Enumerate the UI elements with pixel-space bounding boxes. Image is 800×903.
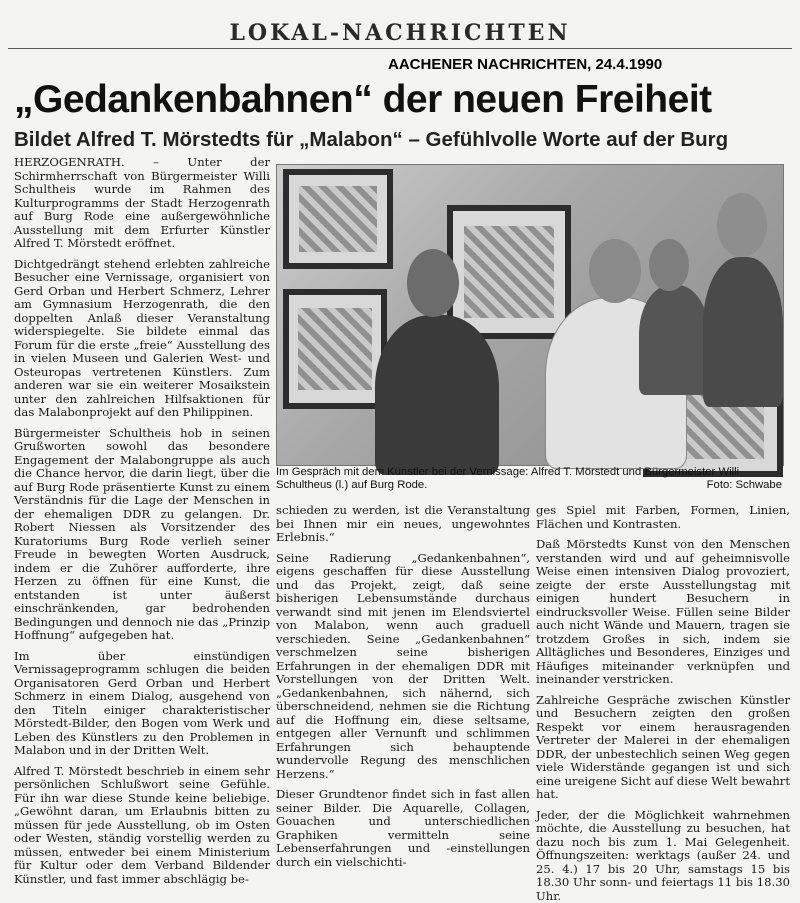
paragraph: Daß Mörstedts Kunst von den Menschen verstanden wird und auf geheimnisvolle Weise einen intensiven Dialog provoziert, zeigte der erste Ausstellungstag mit einigen hundert Besuchern in eindrucksvoller Weise. Füllen seine Bilder auch nicht Wände und Mauern, tragen sie trotzdem Großes in sich, indem sie Alltägliches und Besonderes, Einziges und Häufiges miteinander verknüpfen und ineinander verstricken.: [536, 538, 790, 687]
paragraph: HERZOGENRATH. – Unter der Schirmherrschaft von Bürgermeister Willi Schultheis wurde im Rahmen des Kulturprogramms der Stadt Herzogenrath auf Burg Rode eine außergewöhnliche Ausstellung mit dem Erfurter Künstler Alfred T. Mörstedt eröffnet.: [14, 156, 270, 251]
article-column-2: [276, 504, 530, 824]
caption-text: Im Gespräch mit dem Künstler bei der Vernissage: Alfred T. Mörstedt und Bürgermeister Willi Schultheus (l.) auf Burg Rode.: [276, 466, 739, 491]
article-column-3: [536, 504, 790, 824]
paragraph: Bürgermeister Schultheis hob in seinen Grußworten sowohl das besondere Engagement der Malabongruppe als auch die Chance hervor, die darin liegt, über die auf Burg Rode präsentierte Kunst zu einem Verständnis für die Lage der Menschen in der ehemaligen DDR zu gelangen. Dr. Robert Niessen als Vorsitzender des Kuratoriums Burg Rode verlieh seiner Freude in bewegten Worten Ausdruck, indem er die Zuhörer aufforderte, ihre Herzen zu öffnen für eine Kunst, die entstanden ist unter äußerst einschränkenden, gar bedrohenden Bedingungen und dennoch nie das „Prinzip Hoffnung“ aufgegeben hat.: [14, 427, 270, 643]
person-head: [649, 239, 689, 291]
person-head: [407, 249, 459, 317]
header-rule: [8, 48, 792, 49]
paragraph: ges Spiel mit Farben, Formen, Linien, Flächen und Kontrasten.: [536, 504, 790, 531]
source-label: AACHENER NACHRICHTEN, 24.4.1990: [388, 56, 662, 73]
photo-credit: Foto: Schwabe: [707, 479, 782, 492]
person-head: [589, 239, 641, 303]
paragraph: Im über einstündigen Vernissageprogramm schlugen die beiden Organisatoren Gerd Orban und Herbert Schmerz in einem Dialog, ausgehend von den Titeln einiger charakteristischer Mörstedt-Bilder, den Bogen vom Werk und Leben des Künstlers zu den Problemen in Malabon und in der Dritten Welt.: [14, 650, 270, 758]
person-visitor: [703, 257, 783, 407]
person-mayor: [375, 315, 499, 475]
paragraph: Seine Radierung „Gedankenbahnen“, eigens geschaffen für diese Ausstellung und das Projekt, zeigt, daß seine bisherigen Lebensumstände durchaus verwandt sind mit jenen im Elendsviertel von Malabon, wenn auch graduell verschieden. Seine „Gedankenbahnen“ verschmelzen seine bisherigen Erfahrungen in der ehemaligen DDR mit Vorstellungen von der Dritten Welt. „Gedankenbahnen, sich nähernd, sich überschneidend, nehmen sie die Richtung auf die Hoffnung ein, diese seltsame, entgegen aller Vernunft und schlimmen Erfahrungen sich behauptende wundervolle Regung des menschlichen Herzens.“: [276, 552, 530, 782]
paragraph: Alfred T. Mörstedt beschrieb in einem sehr persönlichen Schlußwort seine Gefühle. Für ihn war diese Stunde keine beliebige. „Gewöhnt daran, um Erlaubnis bitten zu müssen für jede Ausstellung, ob im Osten oder Westen, ständig vorstellig werden zu müssen, entweder bei einem Ministerium für Kultur oder dem Verband Bildender Künstler, und fast immer abschlägig be-: [14, 765, 270, 887]
paragraph: Dieser Grundtenor findet sich in fast allen seiner Bilder. Die Aquarelle, Collagen, Gouachen und unterschiedlichen Graphiken vermitteln seine Lebenserfahrungen und -einstellungen durch ein vielschichti-: [276, 788, 530, 869]
painting-frame: [283, 169, 393, 269]
painting-frame: [447, 205, 571, 339]
paragraph: Jeder, der die Möglichkeit wahrnehmen möchte, die Ausstellung zu besuchen, hat dazu noch bis zum 1. Mai Gelegenheit. Öffnungszeiten: werktags (außer 24. und 25. 4.) 17 bis 20 Uhr, samstags 15 bis 18.30 Uhr sonn- und feiertags 11 bis 18.30 Uhr.: [536, 809, 790, 903]
paragraph: Dichtgedrängt stehend erlebten zahlreiche Besucher eine Vernissage, organisiert von Gerd Orban und Herbert Schmerz, Lehrer am Gymnasium Herzogenrath, die den doppelten Anlaß dieser Veranstaltung widerspiegelte. Sie bildete einmal das Forum für die erste „freie“ Ausstellung des in vielen Museen und Galerien West- und Osteuropas vertretenen Künstlers. Zum anderen war sie ein weiterer Mosaikstein unter den zahlreichen Hilfsaktionen für das Malabonprojekt auf den Philippinen.: [14, 258, 270, 420]
section-title: LOKAL-NACHRICHTEN: [0, 20, 800, 46]
photo-caption: [276, 466, 782, 492]
article-column-1: [14, 156, 270, 824]
subheadline: Bildet Alfred T. Mörstedts für „Malabon“ – Gefühlvolle Worte auf der Burg: [14, 128, 794, 152]
headline: „Gedankenbahnen“ der neuen Freiheit: [14, 78, 794, 122]
paragraph: Zahlreiche Gespräche zwischen Künstler und Besuchern zeigten den großen Respekt vor einem herausragenden Vertreter der Malerei in der ehemaligen DDR, der unbestechlich seinen Weg gegen viele Widerstände gegangen ist und sich eine ureigene Sicht auf diese Welt bewahrt hat.: [536, 694, 790, 802]
person-head: [717, 193, 767, 257]
painting-frame: [283, 289, 387, 409]
person-visitor: [639, 285, 709, 395]
paragraph: schieden zu werden, ist die Veranstaltung bei Ihnen mir ein neues, ungewohntes Erlebnis.“: [276, 504, 530, 545]
press-photo: [276, 164, 784, 466]
